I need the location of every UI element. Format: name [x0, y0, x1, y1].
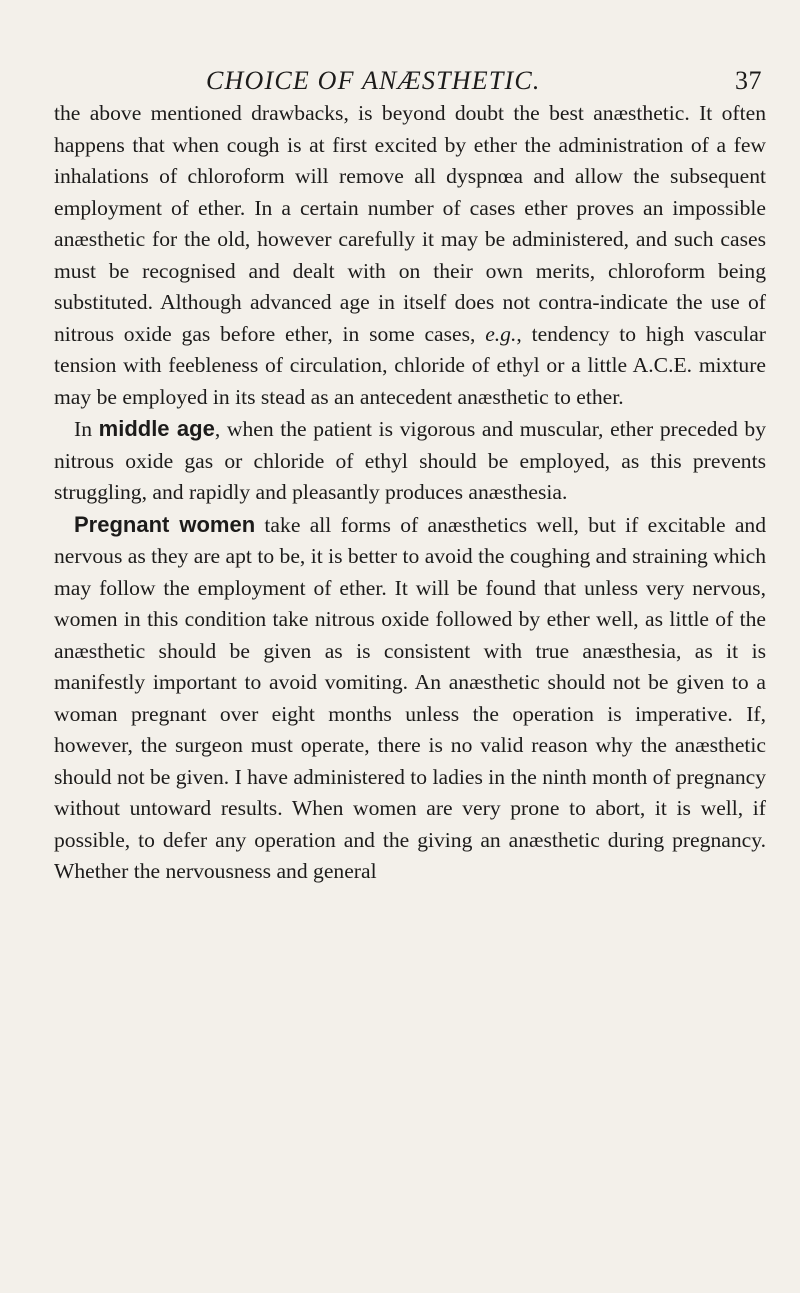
paragraph-text: the above mentioned drawbacks, is beyond doubt the best anæsthetic. It often happens that when cough is at first excited by ether the administration of a few inhalations of chloroform will remove all dyspnœa and allow the subsequent employment of ether. In a certain number of cases ether proves an impossible anæsthetic for the old, however carefully it may be administered, and such cases must be recognised and dealt with on their own merits, chloroform being substituted. Although advanced age in itself does not contra-indicate the use of nitrous oxide gas before ether, in some cases,: [54, 101, 766, 346]
paragraph-middle-age: [54, 413, 766, 509]
running-title: CHOICE OF ANÆSTHETIC.: [206, 66, 541, 95]
paragraph-text: , tendency to high vascular tension with feebleness of circulation, chloride of ethyl or a little A.C.E. mixture may be employed in its stead as an antecedent anæsthetic to ether.: [54, 321, 766, 409]
paragraph-pregnant-women: [54, 509, 766, 888]
paragraph-text: take all forms of anæsthetics well, but if excitable and nervous as they are apt to be, it is better to avoid the coughing and straining which may follow the employment of ether. It will be found that unless very nervous, women in this condition take nitrous oxide followed by ether well, as little of the anæsthetic should be given as is consistent with true anæsthesia, as it is manifestly important to avoid vomiting. An anæsthetic should not be given to a woman pregnant over eight months unless the operation is imperative. If, however, the surgeon must operate, there is no valid reason why the anæsthetic should not be given. I have administered to ladies in the ninth month of pregnancy without untoward results. When women are very prone to abort, it is well, if possible, to defer any operation and the giving an anæsthetic during pregnancy. Whether the nervousness and general: [54, 512, 766, 883]
section-term-pregnant-women: Pregnant women: [74, 511, 256, 537]
italic-abbreviation: e.g.: [485, 321, 517, 346]
paragraph-text: , when the patient is vigorous and muscular, ether preceded by nitrous oxide gas or chloride of ethyl should be employed, as this prevents struggling, and rapidly and pleasantly produces anæsthesia.: [54, 417, 767, 504]
page-header: [54, 0, 766, 98]
page-number: 37: [735, 66, 762, 95]
body-text: [54, 98, 766, 888]
paragraph-prefix: In: [74, 417, 99, 441]
paragraph-old-age: [54, 98, 766, 413]
section-term-middle-age: middle age: [98, 416, 215, 441]
